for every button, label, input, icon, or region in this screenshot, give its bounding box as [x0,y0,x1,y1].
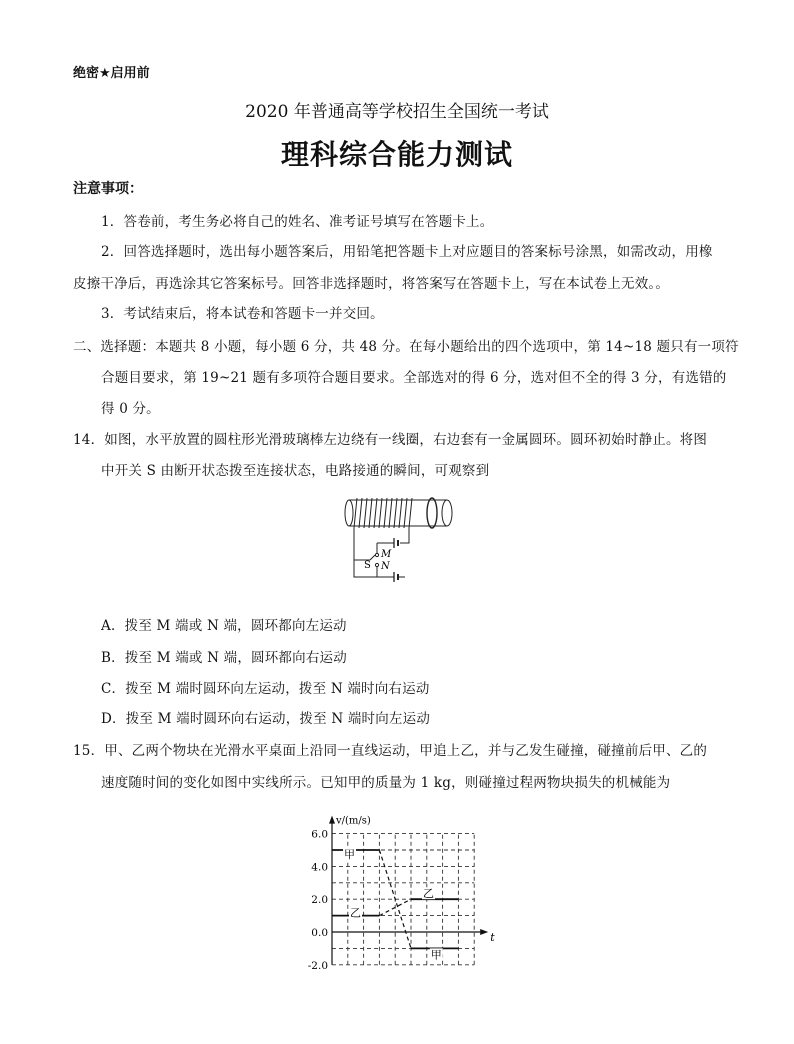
y-axis-label: v/(m/s) [336,815,371,827]
y-axis-arrow [329,816,335,824]
rod-left-end [345,500,353,526]
q14-option-c: C．拨至 M 端时圆环向左运动，拨至 N 端时向右运动 [101,681,430,697]
confidential-mark: 绝密★启用前 [73,66,150,81]
y-tick-label: 0.0 [311,927,328,939]
exam-title: 2020 年普通高等学校招生全国统一考试 [245,102,549,122]
q14-circuit-figure [335,493,460,588]
rod-right-end [442,500,452,526]
q15-velocity-time-chart [290,805,505,980]
x-axis-arrow [480,929,488,935]
section2-line-2: 合题目要求，第 19~21 题有多项符合题目要求。全部选对的得 6 分，选对但不全的得 3 分，有选错的 [101,370,727,386]
q14-option-b: B．拨至 M 端或 N 端，圆环都向右运动 [101,650,347,666]
y-tick-label: 4.0 [311,861,328,874]
note-item-2-line-2: 皮擦干净后，再选涂其它答案标号。回答非选择题时，将答案写在答题卡上，写在本试卷上无效。。 [73,276,670,292]
note-item-1: 1．答卷前，考生务必将自己的姓名、准考证号填写在答题卡上。 [101,214,494,230]
q14-stem-line-1: 14．如图，水平放置的圆柱形光滑玻璃棒左边绕有一线圈，右边套有一金属圆环。圆环初始时静止。将图 [73,432,708,448]
circuit-wire-right-top [400,528,409,543]
series-label: 乙 [350,906,361,920]
series-label: 甲 [430,948,442,962]
q14-stem-line-2: 中开关 S 由断开状态拨至连接状态，电路接通的瞬间，可观察到 [101,463,490,479]
terminal-m [375,553,378,556]
section2-line-3: 得 0 分。 [101,401,160,417]
y-tick-label: 6.0 [311,828,328,841]
label-s: S [364,560,371,571]
q15-stem-line-2: 速度随时间的变化如图中实线所示。已知甲的质量为 1 kg，则碰撞过程两物块损失的机械能为 [101,775,671,791]
section2-line-1: 二、选择题：本题共 8 小题，每小题 6 分，共 48 分。在每小题给出的四个选项中，第 14~18 题只有一项符 [73,339,739,355]
coil [354,498,412,528]
q14-option-d: D．拨至 M 端时圆环向右运动，拨至 N 端时向左运动 [101,711,431,727]
notes-heading: 注意事项： [73,181,143,197]
x-axis-label: t [490,931,495,944]
note-item-2-line-1: 2．回答选择题时，选出每小题答案后，用铅笔把答题卡上对应题目的答案标号涂黑，如需改动，用橡 [101,244,713,260]
label-n: N [381,561,390,572]
label-m: M [381,549,392,560]
series-label: 甲 [344,848,355,861]
paper-title: 理科综合能力测试 [280,138,513,171]
metal-ring [427,498,437,528]
terminal-n [375,563,378,566]
series-label: 乙 [423,887,434,901]
y-tick-label: 2.0 [311,894,328,907]
q14-option-a: A．拨至 M 端或 N 端，圆环都向左运动 [101,618,347,634]
y-tick-label: -2.0 [307,959,328,972]
note-item-3: 3．考试结束后，将本试卷和答题卡一并交回。 [101,306,384,322]
q15-stem-line-1: 15．甲、乙两个物块在光滑水平桌面上沿同一直线运动，甲追上乙，并与乙发生碰撞，碰撞前后甲、乙的 [73,743,708,759]
